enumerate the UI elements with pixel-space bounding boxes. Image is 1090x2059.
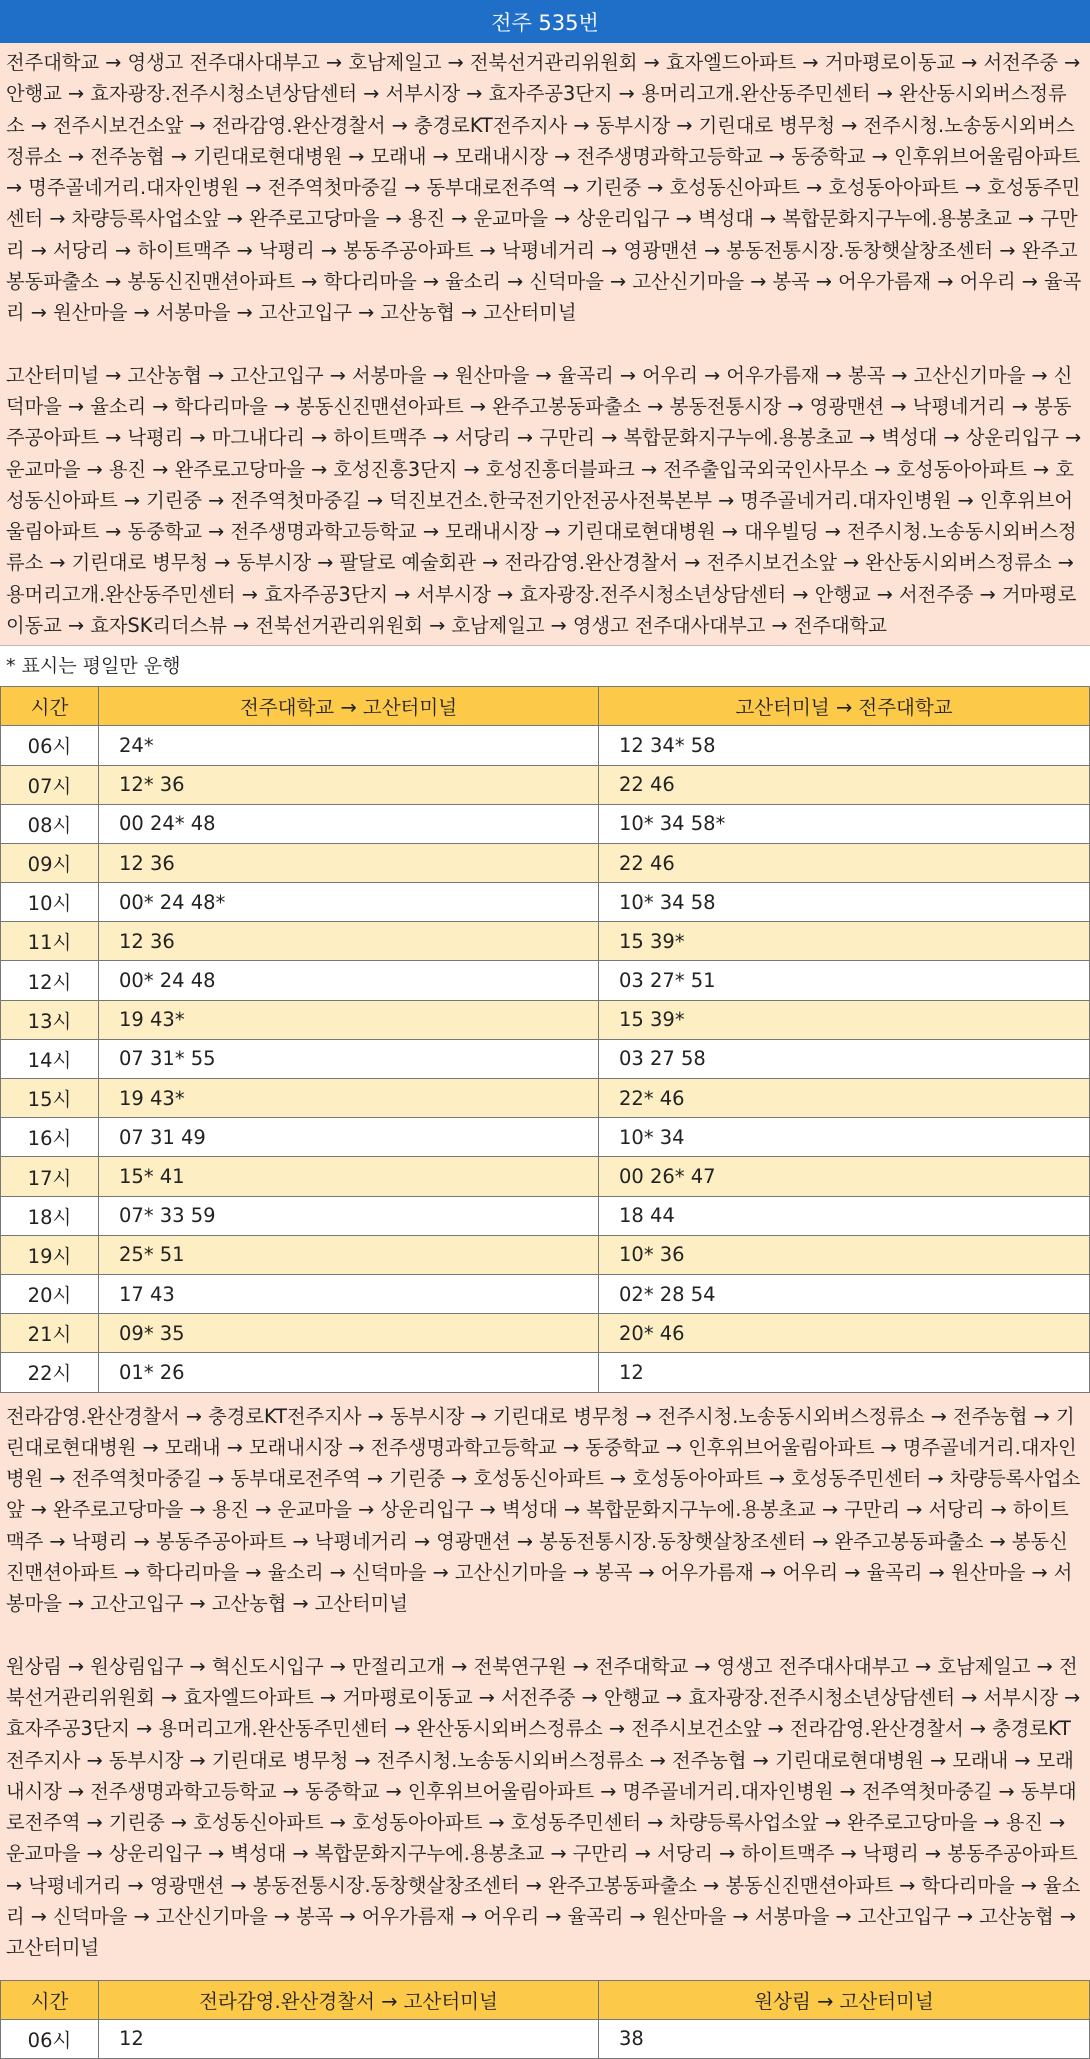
table-row [1, 961, 1090, 1000]
header-direction-b: 고산터미널 → 전주대학교 [599, 687, 1090, 726]
hour-cell: 07시 [1, 765, 99, 804]
timetable-extra [0, 1980, 1090, 2059]
table-row [1, 1079, 1090, 1118]
departure-times-b: 12 [599, 1353, 1090, 1392]
route-text-extra-2: 원상림 → 원상림입구 → 혁신도시입구 → 만절리고개 → 전북연구원 → 전주대학교 → 영생고 전주대사대부고 → 호남제일고 → 전북선거관리위원회 → 효자엘드아파트 → 거마평로이동교 → 서전주중 → 안행교 → 효자광장.전주시청소년상담센터 → 서부시장 → 효자주공3단지 → 용머리고개.완산동주민센터 → 완산동시외버스정류소 → 전주시보건소앞 → 전라감영.완산경찰서 → 충경로KT전주지사 → 동부시장 → 기린대로 병무청 → 전주시청.노송동시외버스정류소 → 전주농협 → 기린대로현대병원 → 모래내 → 모래내시장 → 전주생명과학고등학교 → 동중학교 → 인후위브어울림아파트 → 명주골네거리.대자인병원 → 전주역첫마중길 → 동부대로전주역 → 기린중 → 호성동신아파트 → 호성동아아파트 → 호성동주민센터 → 차량등록사업소앞 → 완주로고당마을 → 용진 → 운교마을 → 상운리입구 → 벽성대 → 복합문화지구누에.용봉초교 → 구만리 → 서당리 → 하이트맥주 → 낙평리 → 봉동주공아파트 → 낙평네거리 → 영광맨션 → 봉동전통시장.동창햇살창조센터 → 완주고봉동파출소 → 봉동신진맨션아파트 → 학다리마을 → 율소리 → 신덕마을 → 고산신기마을 → 봉곡 → 어우가름재 → 어우리 → 율곡리 → 원산마을 → 서봉마을 → 고산고입구 → 고산농협 → 고산터미널 [6, 1654, 1081, 1960]
header-hour: 시간 [1, 687, 99, 726]
table-row [1, 1235, 1090, 1274]
departure-times-a: 12* 36 [99, 765, 599, 804]
departure-times-b: 10* 34 58 [599, 883, 1090, 922]
hour-cell: 06시 [1, 2019, 99, 2058]
departure-times-a: 17 43 [99, 1274, 599, 1313]
table-row [1, 1196, 1090, 1235]
table-row [1, 922, 1090, 961]
departure-times-a: 25* 51 [99, 1235, 599, 1274]
departure-times-a: 00* 24 48 [99, 961, 599, 1000]
table-row [1, 1157, 1090, 1196]
table-row [1, 1118, 1090, 1157]
departure-times-b: 00 26* 47 [599, 1157, 1090, 1196]
departure-times-a: 12 36 [99, 922, 599, 961]
table-row [1, 1314, 1090, 1353]
departure-times-b: 22 46 [599, 765, 1090, 804]
timetable-extra-body [1, 2019, 1090, 2058]
hour-cell: 17시 [1, 1157, 99, 1196]
departure-times-a: 07 31 49 [99, 1118, 599, 1157]
header-direction-b: 원상림 → 고산터미널 [599, 1980, 1090, 2019]
departure-times-a: 07 31* 55 [99, 1039, 599, 1078]
table-row [1, 765, 1090, 804]
table-row [1, 726, 1090, 765]
departure-times-a: 00* 24 48* [99, 883, 599, 922]
departure-times-b: 15 39* [599, 1000, 1090, 1039]
timetable-main [0, 686, 1090, 1392]
departure-times-a: 12 [99, 2019, 599, 2058]
route-text-return: 고산터미널 → 고산농협 → 고산고입구 → 서봉마을 → 원산마을 → 율곡리 → 어우리 → 어우가름재 → 봉곡 → 고산신기마을 → 신덕마을 → 율소리 → 학다리마을 → 봉동신진맨션아파트 → 완주고봉동파출소 → 봉동전통시장 → 영광맨션 → 낙평네거리 → 봉동주공아파트 → 낙평리 → 마그내다리 → 하이트맥주 → 서당리 → 구만리 → 복합문화지구누에.용봉초교 → 벽성대 → 상운리입구 → 운교마을 → 용진 → 완주로고당마을 → 호성진흥3단지 → 호성진흥더블파크 → 전주출입국외국인사무소 → 호성동아아파트 → 호성동신아파트 → 기린중 → 전주역첫마중길 → 덕진보건소.한국전기안전공사전북본부 → 명주골네거리.대자인병원 → 인후위브어울림아파트 → 동중학교 → 전주생명과학고등학교 → 모래내시장 → 기린대로현대병원 → 대우빌딩 → 전주시청.노송동시외버스정류소 → 기린대로 병무청 → 동부시장 → 팔달로 예술회관 → 전라감영.완산경찰서 → 전주시보건소앞 → 완산동시외버스정류소 → 용머리고개.완산동주민센터 → 효자주공3단지 → 서부시장 → 효자광장.전주시청소년상담센터 → 안행교 → 서전주중 → 거마평로이동교 → 효자SK리더스뷰 → 전북선거관리위원회 → 호남제일고 → 영생고 전주대사대부고 → 전주대학교 [6, 363, 1082, 638]
timetable-extra-header-row [1, 1980, 1090, 2019]
table-row [1, 1039, 1090, 1078]
hour-cell: 14시 [1, 1039, 99, 1078]
departure-times-b: 02* 28 54 [599, 1274, 1090, 1313]
weekday-note: * 표시는 평일만 운행 [6, 655, 181, 678]
table-row [1, 1353, 1090, 1392]
departure-times-b: 12 34* 58 [599, 726, 1090, 765]
departure-times-a: 19 43* [99, 1079, 599, 1118]
route-text-extra-1: 전라감영.완산경찰서 → 충경로KT전주지사 → 동부시장 → 기린대로 병무청 → 전주시청.노송동시외버스정류소 → 전주농협 → 기린대로현대병원 → 모래내 → 모래내시장 → 전주생명과학고등학교 → 동중학교 → 인후위브어울림아파트 → 명주골네거리.대자인병원 → 전주역첫마중길 → 동부대로전주역 → 기린중 → 호성동신아파트 → 호성동아아파트 → 호성동주민센터 → 차량등록사업소앞 → 완주로고당마을 → 용진 → 운교마을 → 상운리입구 → 벽성대 → 복합문화지구누에.용봉초교 → 구만리 → 서당리 → 하이트맥주 → 낙평리 → 봉동주공아파트 → 낙평네거리 → 영광맨션 → 봉동전통시장.동창햇살창조센터 → 완주고봉동파출소 → 봉동신진맨션아파트 → 학다리마을 → 율소리 → 신덕마을 → 고산신기마을 → 봉곡 → 어우가름재 → 어우리 → 율곡리 → 원산마을 → 서봉마을 → 고산고입구 → 고산농협 → 고산터미널 [6, 1404, 1081, 1616]
hour-cell: 09시 [1, 843, 99, 882]
hour-cell: 21시 [1, 1314, 99, 1353]
departure-times-b: 15 39* [599, 922, 1090, 961]
departure-times-b: 10* 34 58* [599, 804, 1090, 843]
timetable-header-row [1, 687, 1090, 726]
route-description-top [0, 43, 1090, 646]
departure-times-b: 03 27 58 [599, 1039, 1090, 1078]
departure-times-a: 19 43* [99, 1000, 599, 1039]
hour-cell: 13시 [1, 1000, 99, 1039]
departure-times-a: 00 24* 48 [99, 804, 599, 843]
hour-cell: 19시 [1, 1235, 99, 1274]
departure-times-b: 10* 36 [599, 1235, 1090, 1274]
table-row [1, 1274, 1090, 1313]
hour-cell: 22시 [1, 1353, 99, 1392]
hour-cell: 18시 [1, 1196, 99, 1235]
table-row [1, 804, 1090, 843]
hour-cell: 12시 [1, 961, 99, 1000]
departure-times-a: 15* 41 [99, 1157, 599, 1196]
departure-times-a: 24* [99, 726, 599, 765]
departure-times-b: 10* 34 [599, 1118, 1090, 1157]
route-description-bottom [0, 1393, 1090, 1980]
hour-cell: 20시 [1, 1274, 99, 1313]
timetable-body [1, 726, 1090, 1392]
table-row [1, 2019, 1090, 2058]
departure-times-b: 22 46 [599, 843, 1090, 882]
hour-cell: 06시 [1, 726, 99, 765]
hour-cell: 11시 [1, 922, 99, 961]
departure-times-a: 01* 26 [99, 1353, 599, 1392]
table-row [1, 1000, 1090, 1039]
table-row [1, 883, 1090, 922]
header-direction-a: 전주대학교 → 고산터미널 [99, 687, 599, 726]
header-hour: 시간 [1, 1980, 99, 2019]
departure-times-b: 03 27* 51 [599, 961, 1090, 1000]
departure-times-b: 22* 46 [599, 1079, 1090, 1118]
departure-times-a: 09* 35 [99, 1314, 599, 1353]
departure-times-a: 07* 33 59 [99, 1196, 599, 1235]
hour-cell: 15시 [1, 1079, 99, 1118]
page-title: 전주 535번 [0, 0, 1090, 43]
departure-times-b: 18 44 [599, 1196, 1090, 1235]
table-row [1, 843, 1090, 882]
hour-cell: 10시 [1, 883, 99, 922]
departure-times-b: 20* 46 [599, 1314, 1090, 1353]
route-text-forward: 전주대학교 → 영생고 전주대사대부고 → 호남제일고 → 전북선거관리위원회 → 효자엘드아파트 → 거마평로이동교 → 서전주중 → 안행교 → 효자광장.전주시청소년상담센터 → 서부시장 → 효자주공3단지 → 용머리고개.완산동주민센터 → 완산동시외버스정류소 → 전주시보건소앞 → 전라감영.완산경찰서 → 충경로KT전주지사 → 동부시장 → 기린대로 병무청 → 전주시청.노송동시외버스정류소 → 전주농협 → 기린대로현대병원 → 모래내 → 모래내시장 → 전주생명과학고등학교 → 동중학교 → 인후위브어울림아파트 → 명주골네거리.대자인병원 → 전주역첫마중길 → 동부대로전주역 → 기린중 → 호성동신아파트 → 호성동아아파트 → 호성동주민센터 → 차량등록사업소앞 → 완주로고당마을 → 용진 → 운교마을 → 상운리입구 → 벽성대 → 복합문화지구누에.용봉초교 → 구만리 → 서당리 → 하이트맥주 → 낙평리 → 봉동주공아파트 → 낙평네거리 → 영광맨션 → 봉동전통시장.동창햇살창조센터 → 완주고봉동파출소 → 봉동신진맨션아파트 → 학다리마을 → 율소리 → 신덕마을 → 고산신기마을 → 봉곡 → 어우가름재 → 어우리 → 율곡리 → 원산마을 → 서봉마을 → 고산고입구 → 고산농협 → 고산터미널 [6, 51, 1082, 325]
departure-times-a: 12 36 [99, 843, 599, 882]
hour-cell: 08시 [1, 804, 99, 843]
departure-times-b: 38 [599, 2019, 1090, 2058]
hour-cell: 16시 [1, 1118, 99, 1157]
header-direction-a: 전라감영.완산경찰서 → 고산터미널 [99, 1980, 599, 2019]
